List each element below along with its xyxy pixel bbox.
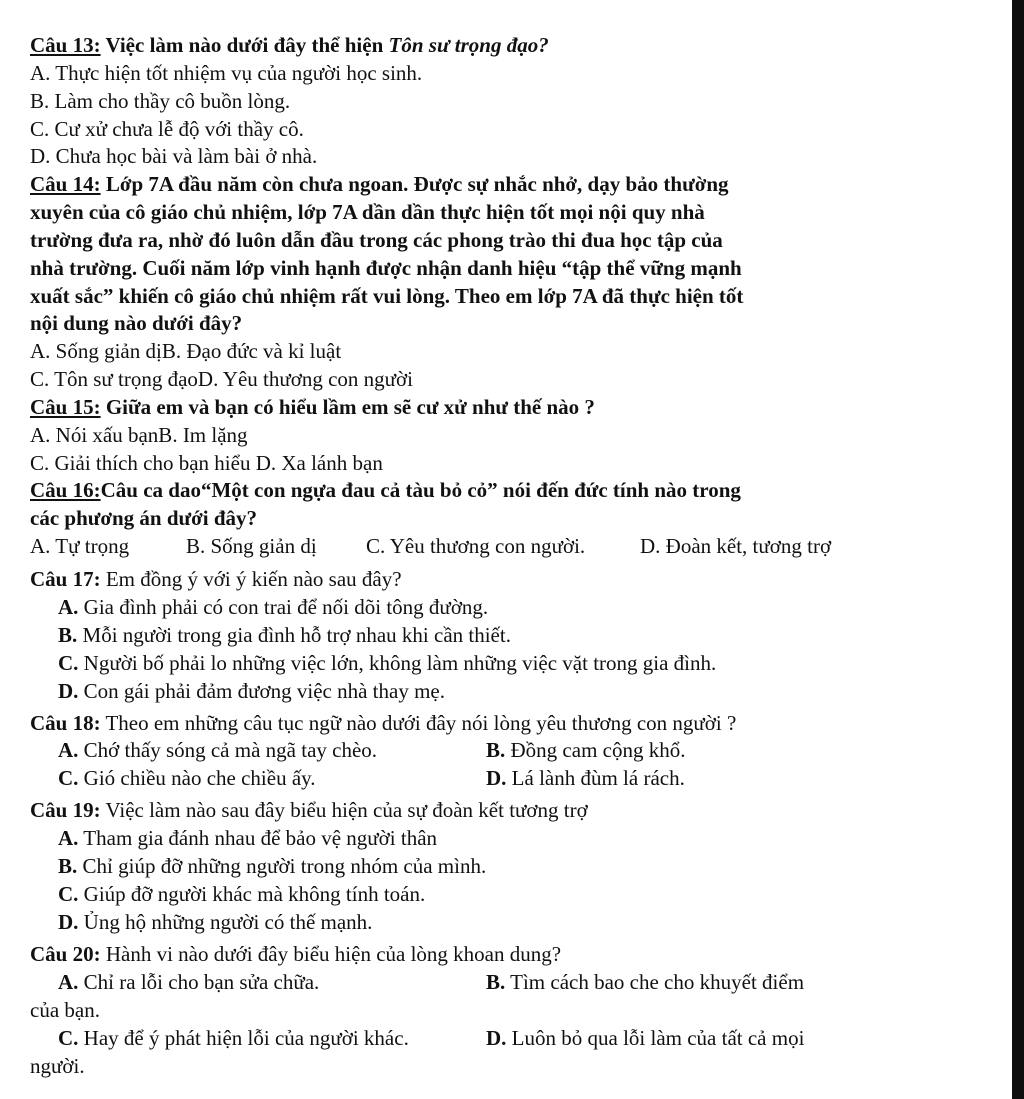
q18-option-a [58,737,377,763]
q20-stem [30,941,561,967]
q14-options-line-2: C. Tôn sư trọng đạoD. Yêu thương con người [30,367,413,391]
q18-option-c-label: C. [58,766,79,790]
q20-option-b-continued: của bạn. [30,998,100,1022]
q13-option-d: D. Chưa học bài và làm bài ở nhà. [30,144,318,168]
q14-options-line-1: A. Sống giản dịB. Đạo đức và kỉ luật [30,339,342,363]
q19-number: Câu 19: [30,798,101,822]
q17-option-d [58,678,445,704]
q19-option-d-text: Ủng hộ những người có thế mạnh. [78,910,373,934]
q19-option-c-text: Giúp đỡ người khác mà không tính toán. [78,882,426,906]
q18-option-c-text: Gió chiều nào che chiều ấy. [78,766,316,790]
q19-stem-text: Việc làm nào sau đây biểu hiện của sự đoàn kết tương trợ [100,798,588,822]
q13-option-b: B. Làm cho thầy cô buồn lòng. [30,89,291,113]
q18-option-d-label: D. [486,766,507,790]
q20-option-a [58,969,319,995]
q20-stem-text: Hành vi nào dưới đây biểu hiện của lòng khoan dung? [100,942,562,966]
dark-edge [1012,0,1024,1099]
q15-options-line-2: C. Giải thích cho bạn hiểu D. Xa lánh bạn [30,451,383,475]
q20-option-b-label: B. [486,970,506,994]
q17-option-a-label: A. [58,595,79,619]
q16-stem-line-1 [30,477,741,503]
q16-option-a: A. Tự trọng [30,534,130,558]
q17-stem-text: Em đồng ý với ý kiến nào sau đây? [100,567,402,591]
q17-option-d-text: Con gái phải đảm đương việc nhà thay mẹ. [78,679,445,703]
q20-option-d-label: D. [486,1026,507,1050]
q17-option-b-text: Mỗi người trong gia đình hỗ trợ nhau khi cần thiết. [77,623,511,647]
q20-option-a-text: Chỉ ra lỗi cho bạn sửa chữa. [78,970,320,994]
q16-option-b: B. Sống giản dị [186,534,317,558]
q19-option-a-label: A. [58,826,79,850]
q14-stem-line-1 [30,171,729,197]
q18-stem-text: Theo em những câu tục ngữ nào dưới đây nói lòng yêu thương con người ? [100,711,737,735]
q18-option-d-text: Lá lành đùm lá rách. [506,766,685,790]
q15-stem-text: Giữa em và bạn có hiểu lầm em sẽ cư xử như thế nào ? [100,395,595,419]
q20-option-c-text: Hay để ý phát hiện lỗi của người khác. [78,1026,409,1050]
q20-option-b [486,969,804,995]
q19-option-d-label: D. [58,910,79,934]
q17-option-c-text: Người bố phải lo những việc lớn, không làm những việc vặt trong gia đình. [78,651,717,675]
q15-number: Câu 15: [30,395,101,419]
q20-option-d-continued: người. [30,1054,85,1078]
q16-number: Câu 16: [30,478,101,502]
q15-options-line-1: A. Nói xấu bạnB. Im lặng [30,423,248,447]
q16-option-d: D. Đoàn kết, tương trợ [640,534,832,558]
q18-stem [30,710,736,736]
q13-stem-text: Việc làm nào dưới đây thể hiện [100,33,389,57]
q17-option-c-label: C. [58,651,79,675]
q20-option-c-label: C. [58,1026,79,1050]
q18-option-a-text: Chớ thấy sóng cả mà ngã tay chèo. [78,738,378,762]
q14-stem-text-1: Lớp 7A đầu năm còn chưa ngoan. Được sự nhắc nhở, dạy bảo thường [100,172,729,196]
q19-option-a-text: Tham gia đánh nhau để bảo vệ người thân [78,826,438,850]
q14-stem-line-5: xuất sắc” khiến cô giáo chủ nhiệm rất vui lòng. Theo em lớp 7A đã thực hiện tốt [30,284,744,308]
q19-stem [30,797,588,823]
q19-option-b-text: Chỉ giúp đỡ những người trong nhóm của mình. [77,854,487,878]
q20-option-d [486,1025,804,1051]
q18-option-d [486,765,685,791]
q20-option-c [58,1025,409,1051]
q17-option-a [58,594,488,620]
q14-stem-line-3: trường đưa ra, nhờ đó luôn dẫn đầu trong các phong trào thi đua học tập của [30,228,723,252]
q13-stem [30,32,549,58]
q17-option-d-label: D. [58,679,79,703]
q16-stem-text-1: Câu ca dao“Một con ngựa đau cả tàu bỏ cỏ” nói đến đức tính nào trong [100,478,741,502]
q14-stem-line-4: nhà trường. Cuối năm lớp vinh hạnh được nhận danh hiệu “tập thể vững mạnh [30,256,742,280]
q19-option-c-label: C. [58,882,79,906]
q13-stem-italic: Tôn sư trọng đạo? [388,33,549,57]
q20-number: Câu 20: [30,942,101,966]
q18-number: Câu 18: [30,711,101,735]
q18-option-b [486,737,685,763]
q19-option-b [58,853,486,879]
q19-option-b-label: B. [58,854,78,878]
q14-number: Câu 14: [30,172,101,196]
q18-option-a-label: A. [58,738,79,762]
q17-option-a-text: Gia đình phải có con trai để nối dõi tông đường. [78,595,489,619]
q19-option-a [58,825,437,851]
q17-option-b-label: B. [58,623,78,647]
q20-option-b-text: Tìm cách bao che cho khuyết điểm [505,970,805,994]
q13-option-c: C. Cư xử chưa lễ độ với thầy cô. [30,117,304,141]
q17-option-c [58,650,716,676]
q17-number: Câu 17: [30,567,101,591]
q13-number: Câu 13: [30,33,101,57]
q17-stem [30,566,402,592]
q16-stem-line-2: các phương án dưới đây? [30,506,258,530]
q15-stem [30,394,595,420]
q16-option-c: C. Yêu thương con người. [366,534,586,558]
q18-option-b-text: Đồng cam cộng khổ. [505,738,686,762]
q19-option-d [58,909,372,935]
q20-option-d-text: Luôn bỏ qua lỗi làm của tất cả mọi [506,1026,805,1050]
q18-option-b-label: B. [486,738,506,762]
q14-stem-line-2: xuyên của cô giáo chủ nhiệm, lớp 7A dần dần thực hiện tốt mọi nội quy nhà [30,200,705,224]
q17-option-b [58,622,511,648]
q14-stem-line-6: nội dung nào dưới đây? [30,311,243,335]
q20-option-a-label: A. [58,970,79,994]
q13-option-a: A. Thực hiện tốt nhiệm vụ của người học sinh. [30,61,423,85]
q19-option-c [58,881,425,907]
q18-option-c [58,765,316,791]
